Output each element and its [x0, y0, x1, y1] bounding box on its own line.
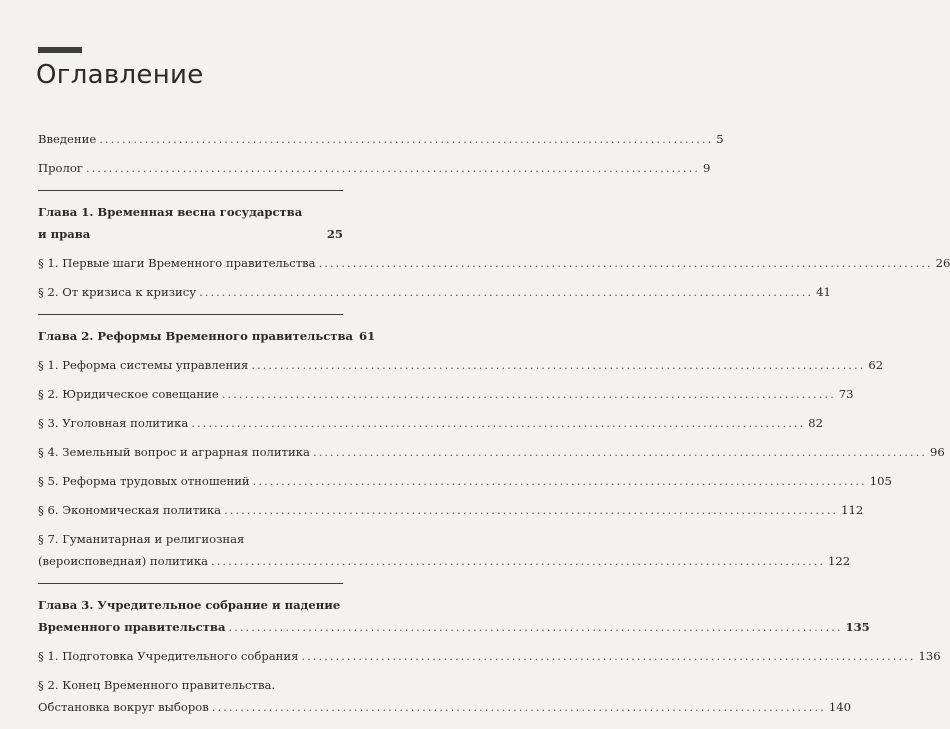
toc-entry-title: § 2. Юридическое совещание [38, 387, 219, 401]
toc-entry-ch2-s7[interactable] [38, 532, 851, 569]
toc-entry-page: 112 [841, 503, 864, 517]
leader-dots: ............................................................................................................ [228, 620, 843, 634]
toc-entry-title: (вероисповедная) политика [38, 554, 209, 568]
toc-entry-title: Глава 2. Реформы Временного правительства [38, 329, 354, 343]
toc-entry-title: § 1. Первые шаги Временного правительства [38, 256, 316, 270]
toc-entry-ch2-s2[interactable] [38, 387, 854, 402]
leader-dots: ............................................................................................................ [191, 416, 806, 430]
toc-entry-page: 136 [918, 649, 941, 663]
toc-entry-page: 25 [326, 227, 343, 241]
leader-dots: ............................................................................................................ [85, 161, 700, 175]
toc-entry-title: Пролог [38, 161, 83, 175]
toc-entry-ch2-s5[interactable] [38, 474, 892, 489]
toc-entry-ch3-s2[interactable] [38, 678, 851, 715]
page-title: Оглавление [36, 60, 204, 90]
leader-dots: ............................................................................................................ [211, 700, 826, 714]
toc-entry-ch3-s1[interactable] [38, 649, 941, 664]
toc-entry-title-line1: Глава 1. Временная весна государства [38, 205, 303, 219]
toc-entry-title-line1: § 7. Гуманитарная и религиозная [38, 532, 245, 546]
leader-dots: ............................................................................................................ [312, 445, 927, 459]
toc-entry-page: 96 [929, 445, 945, 459]
toc-entry-title: § 6. Экономическая политика [38, 503, 222, 517]
toc-entry-page: 62 [868, 358, 884, 372]
toc-entry-page: 5 [716, 132, 724, 146]
toc-entry-title-line1: § 2. Конец Временного правительства. [38, 678, 276, 692]
leader-dots [93, 227, 324, 242]
toc-entry-page: 41 [816, 285, 831, 299]
toc-entry-page: 73 [838, 387, 854, 401]
toc-entry-page: 122 [828, 554, 851, 568]
toc-entry-intro[interactable] [38, 132, 724, 147]
leader-dots: ............................................................................................................ [99, 132, 714, 146]
leader-dots: ............................................................................................................ [252, 474, 867, 488]
toc-entry-page: 82 [808, 416, 824, 430]
toc-entry-title-line1: Глава 3. Учредительное собрание и падение [38, 598, 341, 612]
toc-entry-page: 140 [828, 700, 851, 714]
toc-entry-page: 26 [935, 256, 950, 270]
section-divider [38, 583, 343, 584]
toc-entry-ch2-s4[interactable] [38, 445, 945, 460]
leader-dots: ............................................................................................................ [211, 554, 826, 568]
toc-entry-title: § 1. Подготовка Учредительного собрания [38, 649, 299, 663]
leader-dots: ............................................................................................................ [251, 358, 866, 372]
leader-dots: ............................................................................................................ [318, 256, 933, 270]
toc-entry-page: 61 [359, 329, 376, 343]
toc-entry-title: § 2. От кризиса к кризису [38, 285, 197, 299]
leader-dots: ............................................................................................................ [224, 503, 839, 517]
toc-entry-ch2-s6[interactable] [38, 503, 864, 518]
toc-chapter-1[interactable] [38, 205, 343, 242]
toc-entry-ch2-s1[interactable] [38, 358, 884, 373]
toc-entry-title: Временного правительства [38, 620, 226, 634]
decorative-bar [38, 47, 82, 53]
leader-dots: ............................................................................................................ [221, 387, 836, 401]
toc-entry-title: § 5. Реформа трудовых отношений [38, 474, 250, 488]
toc-entry-title: Обстановка вокруг выборов [38, 700, 209, 714]
toc-entry-page: 9 [702, 161, 711, 175]
toc-entry-title: и права [38, 227, 91, 241]
toc-entry-ch1-s1[interactable] [38, 256, 950, 271]
toc-entry-title: Введение [38, 132, 97, 146]
section-divider [38, 314, 343, 315]
toc-entry-page: 105 [869, 474, 892, 488]
toc-entry-title: § 4. Земельный вопрос и аграрная политика [38, 445, 310, 459]
toc-entry-prolog[interactable] [38, 161, 711, 176]
toc-chapter-2[interactable] [38, 329, 376, 344]
toc-entry-ch2-s3[interactable] [38, 416, 824, 431]
toc-entry-ch1-s2[interactable] [38, 285, 831, 300]
toc-entry-title: § 1. Реформа системы управления [38, 358, 249, 372]
toc-entry-page: 135 [845, 620, 870, 634]
table-of-contents [38, 132, 950, 729]
leader-dots: ............................................................................................................ [199, 285, 814, 299]
toc-entry-title: § 3. Уголовная политика [38, 416, 189, 430]
toc-chapter-3[interactable] [38, 598, 870, 635]
section-divider [38, 190, 343, 191]
leader-dots: ............................................................................................................ [301, 649, 916, 663]
